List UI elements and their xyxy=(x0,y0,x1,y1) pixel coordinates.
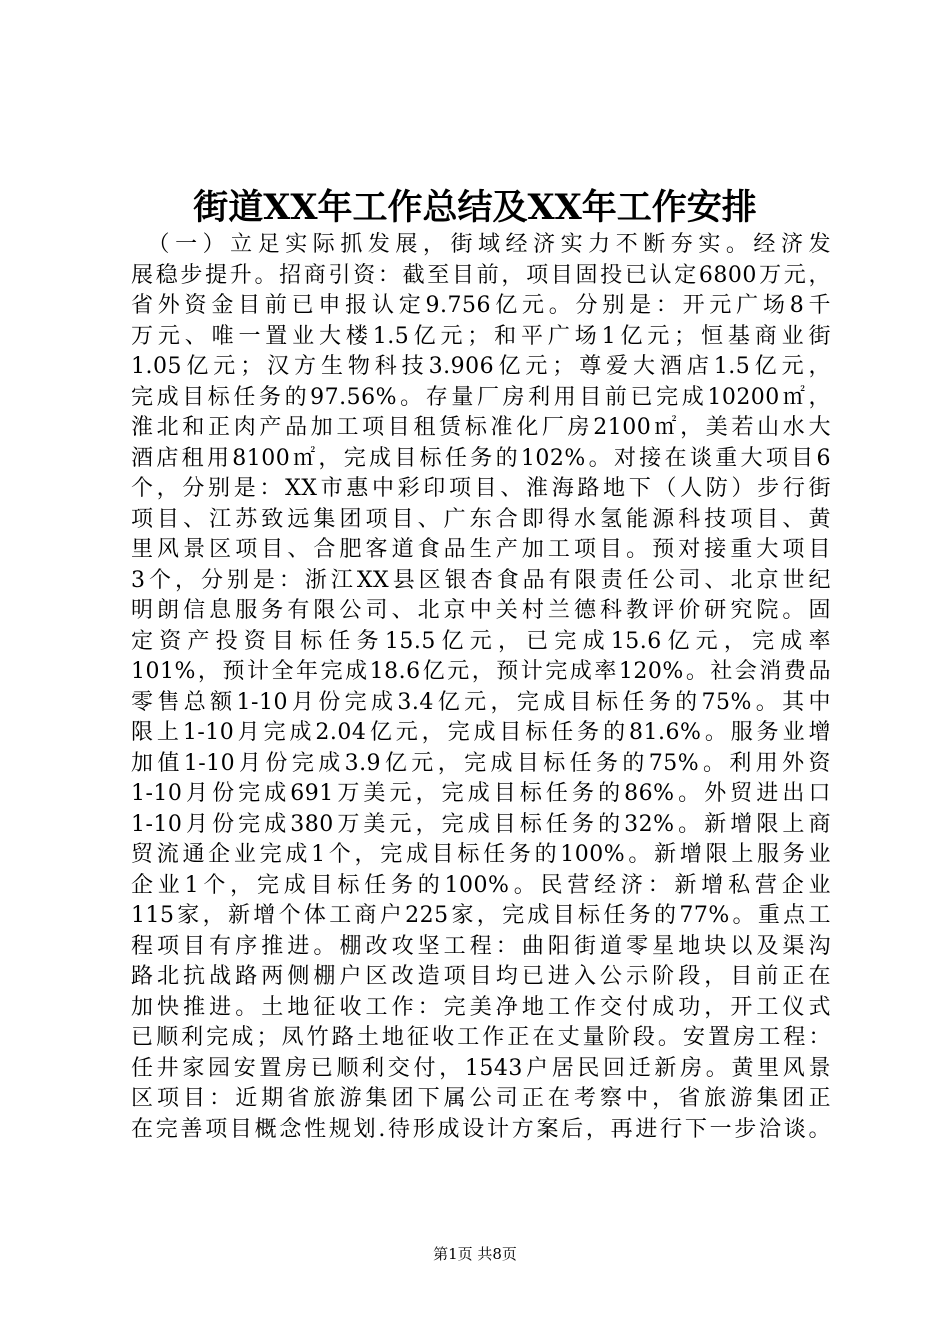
paragraph-line: 任井家园安置房已顺利交付，1543户居民回迁新房。黄里风景 xyxy=(131,1055,831,1081)
paragraph-line: 万元、唯一置业大楼1.5亿元；和平广场1亿元；恒基商业街 xyxy=(131,323,831,349)
paragraph-line: 个，分别是：XX市惠中彩印项目、淮海路地下（人防）步行街 xyxy=(131,476,831,501)
paragraph-line: 在完善项目概念性规划.待形成设计方案后，再进行下一步洽谈。 xyxy=(131,1116,831,1142)
paragraph-line: 加快推进。土地征收工作：完美净地工作交付成功，开工仪式 xyxy=(131,994,831,1020)
paragraph-line: 程项目有序推进。棚改攻坚工程：曲阳街道零星地块以及渠沟 xyxy=(131,933,831,959)
paragraph-line: 3个，分别是：浙江XX县区银杏食品有限责任公司、北京世纪 xyxy=(131,567,831,593)
paragraph-line: 已顺利完成；凤竹路土地征收工作正在丈量阶段。安置房工程： xyxy=(131,1025,831,1050)
paragraph-line: 定资产投资目标任务15.5亿元，已完成15.6亿元，完成率 xyxy=(131,628,831,654)
paragraph-line: 展稳步提升。招商引资：截至目前，项目固投已认定6800万元， xyxy=(131,262,831,288)
paragraph-line: 省外资金目前已申报认定9.756亿元。分别是：开元广场8千 xyxy=(131,293,831,318)
paragraph-line: 1-10月份完成691万美元，完成目标任务的86%。外贸进出口 xyxy=(131,781,831,806)
paragraph-line: 101%，预计全年完成18.6亿元，预计完成率120%。社会消费品 xyxy=(131,659,831,684)
paragraph-line: 明朗信息服务有限公司、北京中关村兰德科教评价研究院。固 xyxy=(131,598,831,623)
paragraph-line: 企业1个，完成目标任务的100%。民营经济：新增私营企业 xyxy=(131,872,831,898)
paragraph-line: 淮北和正肉产品加工项目租赁标准化厂房2100㎡，美若山水大 xyxy=(131,415,831,440)
paragraph-line: 酒店租用8100㎡，完成目标任务的102%。对接在谈重大项目6 xyxy=(131,445,831,471)
paragraph-line: 1-10月份完成380万美元，完成目标任务的32%。新增限上商 xyxy=(131,811,831,837)
page-footer: 第1页 共8页 xyxy=(433,1245,517,1263)
paragraph-line: （一）立足实际抓发展，街域经济实力不断夯实。经济发 xyxy=(131,232,831,257)
paragraph-line: 路北抗战路两侧棚户区改造项目均已进入公示阶段，目前正在 xyxy=(131,964,831,989)
document-body xyxy=(131,230,831,1145)
paragraph-line: 区项目：近期省旅游集团下属公司正在考察中，省旅游集团正 xyxy=(131,1086,831,1111)
paragraph-line: 加值1-10月份完成3.9亿元，完成目标任务的75%。利用外资 xyxy=(131,750,831,776)
paragraph-line: 零售总额1-10月份完成3.4亿元，完成目标任务的75%。其中 xyxy=(131,689,831,715)
paragraph-line: 1.05亿元；汉方生物科技3.906亿元；尊爱大酒店1.5亿元， xyxy=(131,354,831,379)
paragraph-line: 里风景区项目、合肥客道食品生产加工项目。预对接重大项目 xyxy=(131,537,831,562)
paragraph-line: 完成目标任务的97.56%。存量厂房利用目前已完成10200㎡， xyxy=(131,384,831,410)
paragraph-line: 贸流通企业完成1个，完成目标任务的100%。新增限上服务业 xyxy=(131,842,831,867)
paragraph-line: 项目、江苏致远集团项目、广东合即得水氢能源科技项目、黄 xyxy=(131,506,831,532)
paragraph-line: 限上1-10月完成2.04亿元，完成目标任务的81.6%。服务业增 xyxy=(131,720,831,745)
document-title: 街道XX年工作总结及XX年工作安排 xyxy=(193,187,757,228)
paragraph-line: 115家，新增个体工商户225家，完成目标任务的77%。重点工 xyxy=(131,903,831,928)
